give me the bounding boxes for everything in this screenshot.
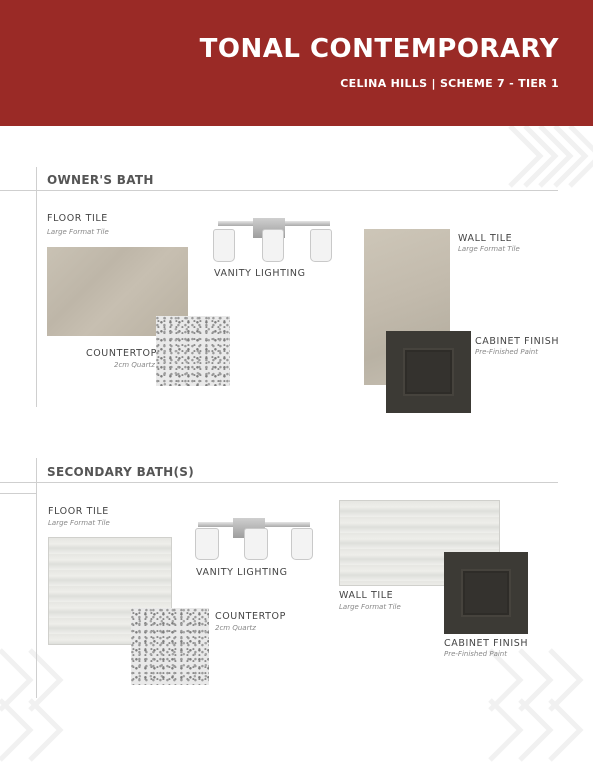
secondary-cabinet-finish-sub: Pre-Finished Paint (444, 650, 507, 658)
secondary-cabinet-panel (463, 571, 509, 615)
secondary-bath-divider (0, 482, 558, 483)
lattice-pattern-bottom-right (470, 640, 593, 768)
secondary-wall-tile-label: WALL TILE (339, 590, 394, 601)
secondary-bath-left-rule (36, 458, 37, 698)
owners-bath-divider (0, 190, 558, 191)
header-banner (0, 0, 593, 126)
secondary-cabinet-finish-label: CABINET FINISH (444, 638, 529, 649)
owners-cabinet-finish-label: CABINET FINISH (475, 336, 560, 347)
owners-cabinet-finish-sub: Pre-Finished Paint (475, 348, 538, 356)
owners-countertop-label: COUNTERTOP (86, 348, 157, 359)
owners-vanity-light-shade-center (262, 229, 284, 262)
owners-cabinet-panel (405, 350, 452, 394)
secondary-vanity-light-shade-center (244, 528, 268, 560)
secondary-floor-tile-label: FLOOR TILE (48, 506, 109, 517)
secondary-countertop-swatch (131, 608, 209, 685)
lattice-pattern-top-right (500, 126, 593, 192)
lattice-pattern-bottom-left (0, 640, 70, 768)
secondary-vanity-light-shade-right (291, 528, 313, 560)
secondary-bath-left-stub (0, 493, 36, 494)
owners-floor-tile-label: FLOOR TILE (47, 213, 108, 224)
owners-countertop-sub: 2cm Quartz (114, 361, 155, 369)
owners-cabinet-finish-swatch (386, 331, 471, 413)
secondary-countertop-sub: 2cm Quartz (215, 624, 256, 632)
secondary-wall-tile-sub: Large Format Tile (339, 603, 401, 611)
owners-vanity-lighting-label: VANITY LIGHTING (214, 268, 306, 279)
owners-bath-title: OWNER'S BATH (47, 173, 154, 187)
owners-bath-left-rule (36, 167, 37, 407)
page-title: TONAL CONTEMPORARY (199, 34, 559, 64)
secondary-vanity-lighting-label: VANITY LIGHTING (196, 567, 288, 578)
owners-wall-tile-sub: Large Format Tile (458, 245, 520, 253)
secondary-floor-tile-sub: Large Format Tile (48, 519, 110, 527)
owners-floor-tile-sub: Large Format Tile (47, 228, 109, 236)
owners-wall-tile-label: WALL TILE (458, 233, 513, 244)
owners-vanity-light-shade-right (310, 229, 332, 262)
secondary-bath-title: SECONDARY BATH(S) (47, 465, 195, 479)
secondary-countertop-label: COUNTERTOP (215, 611, 286, 622)
secondary-cabinet-finish-swatch (444, 552, 528, 634)
secondary-vanity-light-shade-left (195, 528, 219, 560)
owners-countertop-swatch (156, 316, 230, 386)
page-subtitle: CELINA HILLS | SCHEME 7 - TIER 1 (340, 77, 559, 90)
owners-vanity-light-shade-left (213, 229, 235, 262)
